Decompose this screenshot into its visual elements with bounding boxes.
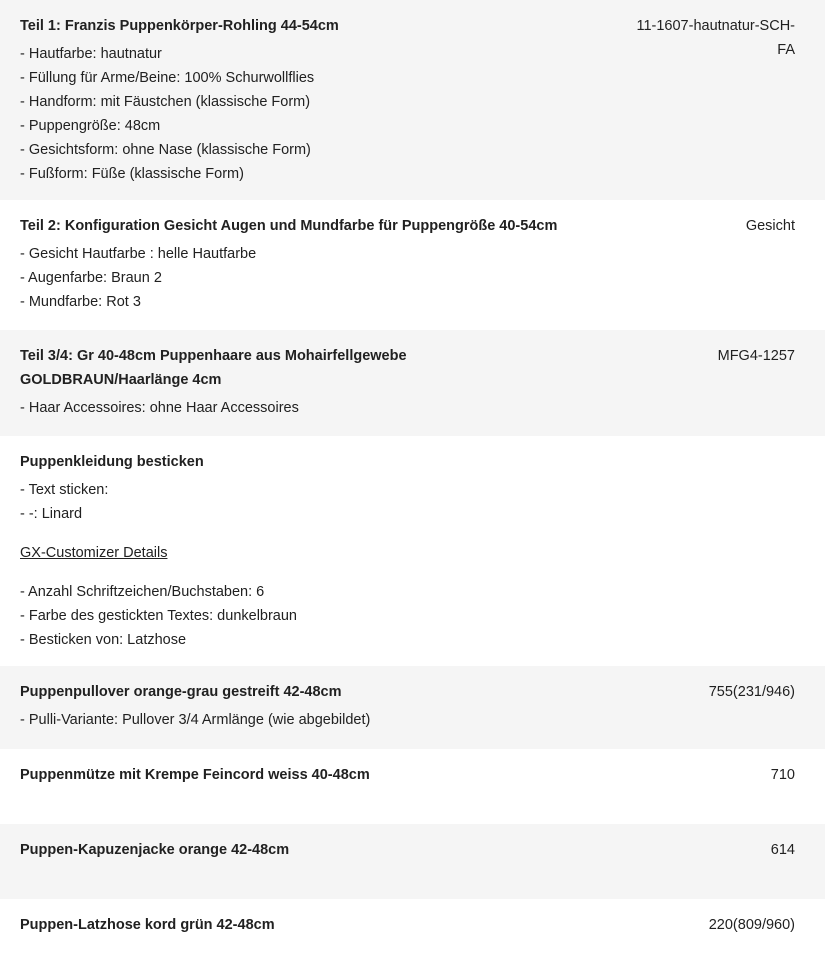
item-option: - Hautfarbe: hautnatur <box>20 46 162 62</box>
item-option: - Haar Accessoires: ohne Haar Accessoires <box>20 400 299 416</box>
item-title: Teil 3/4: Gr 40-48cm Puppenhaare aus Mohairfellgewebe GOLDBRAUN/Haarlänge 4cm <box>20 348 407 388</box>
order-item-info <box>20 214 746 314</box>
item-option: - Text sticken: <box>20 482 109 498</box>
order-item-info <box>20 344 718 420</box>
order-item-row <box>0 824 825 899</box>
item-option: - Pulli-Variante: Pullover 3/4 Armlänge (wie abgebildet) <box>20 712 371 728</box>
item-option: - Fußform: Füße (klassische Form) <box>20 166 244 182</box>
order-item-row <box>0 200 825 330</box>
item-title: Puppen-Latzhose kord grün 42-48cm <box>20 917 275 933</box>
order-item-row <box>0 899 825 957</box>
item-title: Teil 2: Konfiguration Gesicht Augen und Mundfarbe für Puppengröße 40-54cm <box>20 218 558 234</box>
order-item-row <box>0 749 825 824</box>
order-item-row <box>0 436 825 666</box>
item-sku: 755(231/946) <box>708 684 795 700</box>
item-detail: - Farbe des gestickten Textes: dunkelbraun <box>20 608 298 624</box>
item-sku: 220(809/960) <box>708 917 795 933</box>
item-sku: Gesicht <box>745 218 795 234</box>
item-detail: - Besticken von: Latzhose <box>20 632 187 648</box>
item-sku: MFG4-1257 <box>717 348 795 364</box>
order-item-info <box>20 450 795 652</box>
item-option: - Augenfarbe: Braun 2 <box>20 270 162 286</box>
item-title: Puppen-Kapuzenjacke orange 42-48cm <box>20 842 290 858</box>
item-title: Puppenmütze mit Krempe Feincord weiss 40-48cm <box>20 767 370 783</box>
item-detail: - Anzahl Schriftzeichen/Buchstaben: 6 <box>20 584 265 600</box>
order-item-row <box>0 666 825 749</box>
item-sku: 11-1607-hautnatur-SCH-FA <box>636 18 795 58</box>
order-item-info <box>20 913 709 941</box>
item-option: - Gesichtsform: ohne Nase (klassische Form) <box>20 142 311 158</box>
item-option: - Füllung für Arme/Beine: 100% Schurwollflies <box>20 70 315 86</box>
gx-customizer-details-link[interactable]: GX-Customizer Details <box>20 545 168 561</box>
item-option: - Mundfarbe: Rot 3 <box>20 294 141 310</box>
order-item-row <box>0 0 825 200</box>
item-title: Puppenpullover orange-grau gestreift 42-48cm <box>20 684 342 700</box>
item-option: - Handform: mit Fäustchen (klassische Form) <box>20 94 311 110</box>
order-item-row <box>0 330 825 436</box>
order-item-info <box>20 680 709 732</box>
item-option: - -: Linard <box>20 506 83 522</box>
order-item-info <box>20 838 771 866</box>
order-item-info <box>20 14 625 186</box>
item-sku: 710 <box>770 767 795 783</box>
item-title: Puppenkleidung besticken <box>20 454 204 470</box>
item-option: - Gesicht Hautfarbe : helle Hautfarbe <box>20 246 257 262</box>
order-item-info <box>20 763 771 791</box>
item-sku: 614 <box>770 842 795 858</box>
item-title: Teil 1: Franzis Puppenkörper-Rohling 44-54cm <box>20 18 339 34</box>
item-option: - Puppengröße: 48cm <box>20 118 161 134</box>
